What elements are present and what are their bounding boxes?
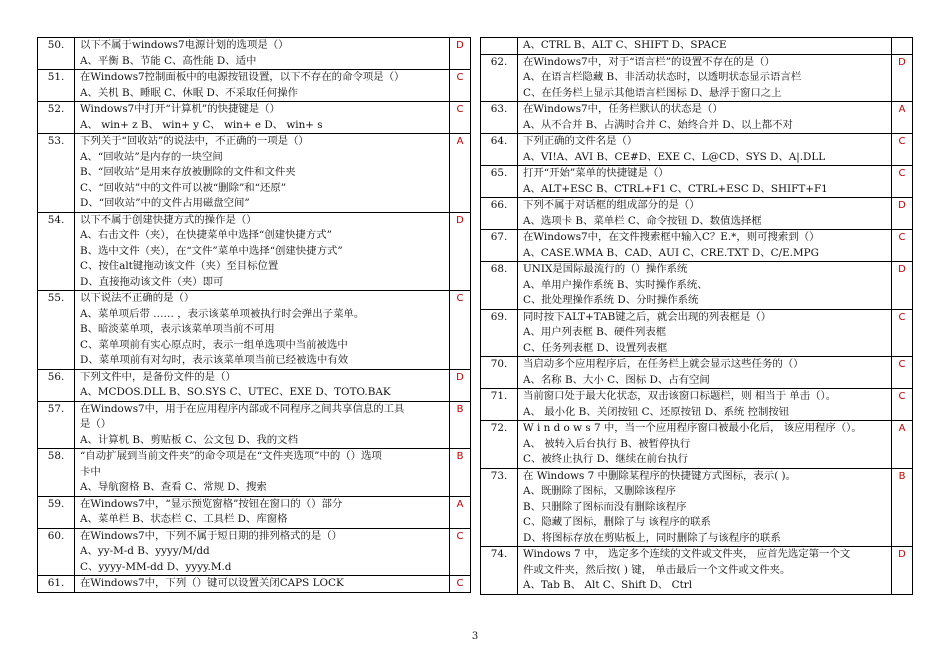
question-line: A、菜单栏 B、状态栏 C、工具栏 D、库窗格 xyxy=(80,513,288,525)
question-stem-line: 当启动多个应用程序后，在任务栏上就会显示这些任务的（） xyxy=(523,358,804,370)
question-line: C、按住alt键拖动该文件（夹）至目标位置 xyxy=(80,260,279,272)
question-number: 72. xyxy=(481,421,518,469)
question-text xyxy=(75,401,450,449)
question-line: A、“回收站”是内存的一块空间 xyxy=(80,150,223,163)
question-line: 卡中 xyxy=(80,465,101,478)
answer-letter: C xyxy=(450,70,471,102)
question-line: A、VI!A、AVI B、CE#D、EXE C、L@CD、SYS D、A|.DLL xyxy=(523,150,826,163)
question-stem-line: 在Windows7中，任务栏默认的状态是（） xyxy=(523,103,723,115)
question-number: 67. xyxy=(481,230,518,262)
question-line: A、右击文件（夹），在快捷菜单中选择“创建快捷方式” xyxy=(80,229,332,241)
question-line: 是（） xyxy=(80,418,112,430)
question-row xyxy=(38,134,471,213)
question-line: B、选中文件（夹），在“文件”菜单中选择“创建快捷方式” xyxy=(80,244,343,257)
question-number: 69. xyxy=(481,309,518,357)
question-number: 57. xyxy=(38,401,75,449)
question-line: A、CASE.WMA B、CAD、AUI C、CRE.TXT D、C/E.MPG xyxy=(523,246,819,259)
question-row xyxy=(38,102,471,134)
question-line: D、直接拖动该文件（夹）即可 xyxy=(80,275,224,288)
question-text xyxy=(518,38,892,55)
answer-letter: B xyxy=(450,401,471,449)
question-text xyxy=(75,134,450,213)
question-text xyxy=(75,212,450,291)
question-line: A、选项卡 B、菜单栏 C、命令按钮 D、数值选择框 xyxy=(523,214,762,227)
question-row xyxy=(481,547,913,595)
question-stem-line: 在Windows7中，下列不属于短日期的排列格式的是（） xyxy=(80,529,343,542)
question-number: 55. xyxy=(38,291,75,370)
question-row xyxy=(481,357,913,389)
answer-letter: A xyxy=(892,421,913,469)
answer-letter: C xyxy=(450,528,471,576)
question-stem-line: Windows7中打开“计算机”的快捷键是（） xyxy=(80,103,280,115)
question-text xyxy=(75,449,450,497)
answer-letter: C xyxy=(892,134,913,166)
question-line: C、菜单项前有实心原点时，表示一组单选项中当前被选中 xyxy=(80,338,348,351)
question-number: 53. xyxy=(38,134,75,213)
question-text xyxy=(518,134,892,166)
answer-letter: A xyxy=(892,102,913,134)
page-number: 3 xyxy=(471,631,479,642)
question-text xyxy=(518,468,892,547)
answer-letter: D xyxy=(450,38,471,70)
question-number: 60. xyxy=(38,528,75,576)
question-number: 51. xyxy=(38,70,75,102)
question-line: B、暗淡菜单项，表示该菜单项当前不可用 xyxy=(80,323,275,335)
question-row xyxy=(38,496,471,528)
question-stem-line: A、CTRL B、ALT C、SHIFT D、SPACE xyxy=(523,39,727,51)
question-line: C、在任务栏上显示其他语言栏图标 D、悬浮于窗口之上 xyxy=(523,86,782,99)
question-text xyxy=(518,230,892,262)
answer-letter: A xyxy=(450,134,471,213)
question-number: 50. xyxy=(38,38,75,70)
question-stem-line: 下列不属于对话框的组成部分的是（） xyxy=(523,199,700,211)
question-stem-line: 在Windows7中，“显示预览窗格”按钮在窗口的（）部分 xyxy=(80,497,343,510)
question-row xyxy=(38,576,471,593)
question-line: A、MCDOS.DLL B、SO.SYS C、UTEC、EXE D、TOTO.BAK xyxy=(80,386,391,398)
answer-letter: D xyxy=(892,547,913,595)
question-line: A、关机 B、睡眠 C、休眠 D、不采取任何操作 xyxy=(80,86,298,99)
question-stem-line: 以下不属于windows7电源计划的选项是（） xyxy=(80,39,289,51)
question-text xyxy=(518,198,892,230)
question-text xyxy=(518,54,892,102)
answer-letter: D xyxy=(892,262,913,310)
question-row xyxy=(481,166,913,198)
question-text xyxy=(75,102,450,134)
question-row xyxy=(481,230,913,262)
question-line: C、批处理操作系统 D、分时操作系统 xyxy=(523,294,699,306)
question-row xyxy=(481,309,913,357)
question-line: C、被终止执行 D、继续在前台执行 xyxy=(523,453,689,465)
question-stem-line: 在Windows7中，对于“语言栏”的设置不存在的是（） xyxy=(523,55,775,68)
question-stem-line: 在Windows7中，在文件搜索框中输入C？E.*，则可搜索到（） xyxy=(523,231,820,243)
question-text xyxy=(75,369,450,401)
question-number: 56. xyxy=(38,369,75,401)
left-question-table xyxy=(37,37,471,593)
right-question-column xyxy=(480,37,913,595)
answer-letter: C xyxy=(450,102,471,134)
question-number: 71. xyxy=(481,389,518,421)
question-text xyxy=(518,262,892,310)
question-stem-line: 在Windows7中，用于在应用程序内部或不同程序之间共享信息的工具 xyxy=(80,402,405,415)
answer-letter: C xyxy=(892,357,913,389)
question-line: A、在语言栏隐藏 B、非活动状态时，以透明状态显示语言栏 xyxy=(523,71,802,83)
answer-letter: C xyxy=(892,309,913,357)
answer-letter xyxy=(892,38,913,55)
answer-letter: D xyxy=(892,198,913,230)
answer-letter: B xyxy=(450,449,471,497)
answer-letter: B xyxy=(892,468,913,547)
question-text xyxy=(518,389,892,421)
answer-letter: D xyxy=(450,369,471,401)
question-line: A、yy-M-d B、yyyy/M/dd xyxy=(80,545,210,557)
question-number xyxy=(481,38,518,55)
question-number: 66. xyxy=(481,198,518,230)
question-number: 70. xyxy=(481,357,518,389)
question-row xyxy=(481,38,913,55)
answer-letter: C xyxy=(892,166,913,198)
question-line: A、平衡 B、节能 C、高性能 D、适中 xyxy=(80,54,257,67)
question-row xyxy=(481,54,913,102)
question-row xyxy=(481,102,913,134)
question-number: 74. xyxy=(481,547,518,595)
question-line: A、菜单项后带 …… ，表示该菜单项被执行时会弹出子菜单。 xyxy=(80,307,365,320)
question-text xyxy=(518,166,892,198)
question-stem-line: UNIX是国际最流行的（）操作系统 xyxy=(523,263,688,275)
question-line: D、“回收站”中的文件占用磁盘空间” xyxy=(80,197,250,209)
question-row xyxy=(38,401,471,449)
question-stem-line: Windows 7 中， 选定多个连续的文件或文件夹， 应首先选定第一个文 xyxy=(523,548,851,560)
question-number: 65. xyxy=(481,166,518,198)
question-line: A、用户列表框 B、硬件列表框 xyxy=(523,326,667,338)
question-row xyxy=(38,212,471,291)
question-text xyxy=(75,576,450,593)
question-row xyxy=(38,449,471,497)
answer-letter: C xyxy=(450,576,471,593)
question-line: B、只删除了图标而没有删除该程序 xyxy=(523,500,687,513)
answer-letter: C xyxy=(450,291,471,370)
question-row xyxy=(38,70,471,102)
question-row xyxy=(38,528,471,576)
question-stem-line: 打开“开始”菜单的快捷键是（） xyxy=(523,167,669,179)
question-stem-line: 同时按下ALT+TAB键之后，就会出现的列表框是（） xyxy=(523,310,772,323)
question-line: B、“回收站”是用来存放被删除的文件和文件夹 xyxy=(80,166,296,178)
question-number: 52. xyxy=(38,102,75,134)
question-stem-line: 下列关于“回收站”的说法中，不正确的一项是（） xyxy=(80,135,309,147)
question-line: A、名称 B、大小 C、图标 D、占有空间 xyxy=(523,373,710,386)
question-row xyxy=(38,369,471,401)
question-row xyxy=(481,421,913,469)
question-line: 件或文件夹，然后按( ) 键， 单击最后一个文件或文件夹。 xyxy=(523,563,791,576)
question-line: A、 被转入后台执行 B、被暂停执行 xyxy=(523,437,691,450)
question-line: D、将图标存放在剪贴板上，同时删除了与该程序的联系 xyxy=(523,531,781,544)
question-number: 63. xyxy=(481,102,518,134)
question-line: A、既删除了图标，又删除该程序 xyxy=(523,485,676,497)
question-line: C、任务列表框 D、设置列表框 xyxy=(523,341,668,354)
question-stem-line: 在Windows7中，下列（）键可以设置关闭CAPS LOCK xyxy=(80,577,344,589)
question-number: 62. xyxy=(481,54,518,102)
question-text xyxy=(518,102,892,134)
question-text xyxy=(518,309,892,357)
question-line: A、单用户操作系统 B、实时操作系统、 xyxy=(523,278,708,291)
question-stem-line: 以下不属于创建快捷方式的操作是（） xyxy=(80,213,257,226)
question-row xyxy=(481,198,913,230)
question-number: 64. xyxy=(481,134,518,166)
question-text xyxy=(518,421,892,469)
question-line: C、隐藏了图标，删除了与 该程序的联系 xyxy=(523,516,711,528)
question-row xyxy=(481,389,913,421)
answer-letter: C xyxy=(892,389,913,421)
question-number: 59. xyxy=(38,496,75,528)
question-line: A、 win+ z B、 win+ y C、 win+ e D、 win+ s xyxy=(80,118,323,131)
question-number: 61. xyxy=(38,576,75,593)
question-line: A、从不合并 B、占满时合并 C、始终合并 D、以上都不对 xyxy=(523,118,793,131)
question-number: 58. xyxy=(38,449,75,497)
question-text xyxy=(75,291,450,370)
question-stem-line: 下列正确的文件名是（） xyxy=(523,135,638,147)
right-question-table xyxy=(480,37,913,595)
question-line: C、“回收站”中的文件可以被“删除”和“还原” xyxy=(80,181,287,194)
question-line: A、计算机 B、剪贴板 C、公文包 D、我的文档 xyxy=(80,433,298,446)
question-line: A、 最小化 B、关闭按钮 C、还原按钮 D、系统 控制按钮 xyxy=(523,405,790,418)
question-text xyxy=(75,496,450,528)
question-stem-line: 在Windows7控制面板中的电源按钮设置，以下不存在的命令项是（） xyxy=(80,71,405,83)
question-stem-line: W i n d o w s 7 中，当一个应用程序窗口被最小化后， 该应用程序（）。 xyxy=(523,422,862,434)
question-line: A、ALT+ESC B、CTRL+F1 C、CTRL+ESC D、SHIFT+F1 xyxy=(523,182,828,195)
question-text xyxy=(518,547,892,595)
question-stem-line: 以下说法不正确的是（） xyxy=(80,292,195,304)
question-line: A、Tab B、 Alt C、Shift D、 Ctrl xyxy=(523,579,693,591)
question-text xyxy=(75,70,450,102)
question-line: A、导航窗格 B、查看 C、常规 D、搜索 xyxy=(80,481,267,493)
question-text xyxy=(75,38,450,70)
question-row xyxy=(481,134,913,166)
question-stem-line: 当前窗口处于最大化状态，双击该窗口标题栏，则 相当于 单击（）。 xyxy=(523,390,837,402)
question-row xyxy=(481,262,913,310)
question-line: D、菜单项前有对勾时，表示该菜单项当前已经被选中有效 xyxy=(80,354,349,366)
question-number: 73. xyxy=(481,468,518,547)
question-line: C、yyyy-MM-dd D、yyyy.M.d xyxy=(80,560,232,573)
question-stem-line: “自动扩展到当前文件夹”的命令项是在“文件夹选项”中的（）选项 xyxy=(80,450,382,462)
question-number: 68. xyxy=(481,262,518,310)
question-text xyxy=(75,528,450,576)
question-row xyxy=(38,38,471,70)
question-row xyxy=(481,468,913,547)
question-text xyxy=(518,357,892,389)
answer-letter: C xyxy=(892,230,913,262)
question-row xyxy=(38,291,471,370)
question-stem-line: 下列文件中，是备份文件的是（） xyxy=(80,370,236,383)
question-number: 54. xyxy=(38,212,75,291)
question-stem-line: 在 Windows 7 中删除某程序的快捷键方式图标，表示( )。 xyxy=(523,469,796,482)
answer-letter: D xyxy=(892,54,913,102)
answer-letter: A xyxy=(450,496,471,528)
left-question-column xyxy=(37,37,471,593)
answer-letter: D xyxy=(450,212,471,291)
